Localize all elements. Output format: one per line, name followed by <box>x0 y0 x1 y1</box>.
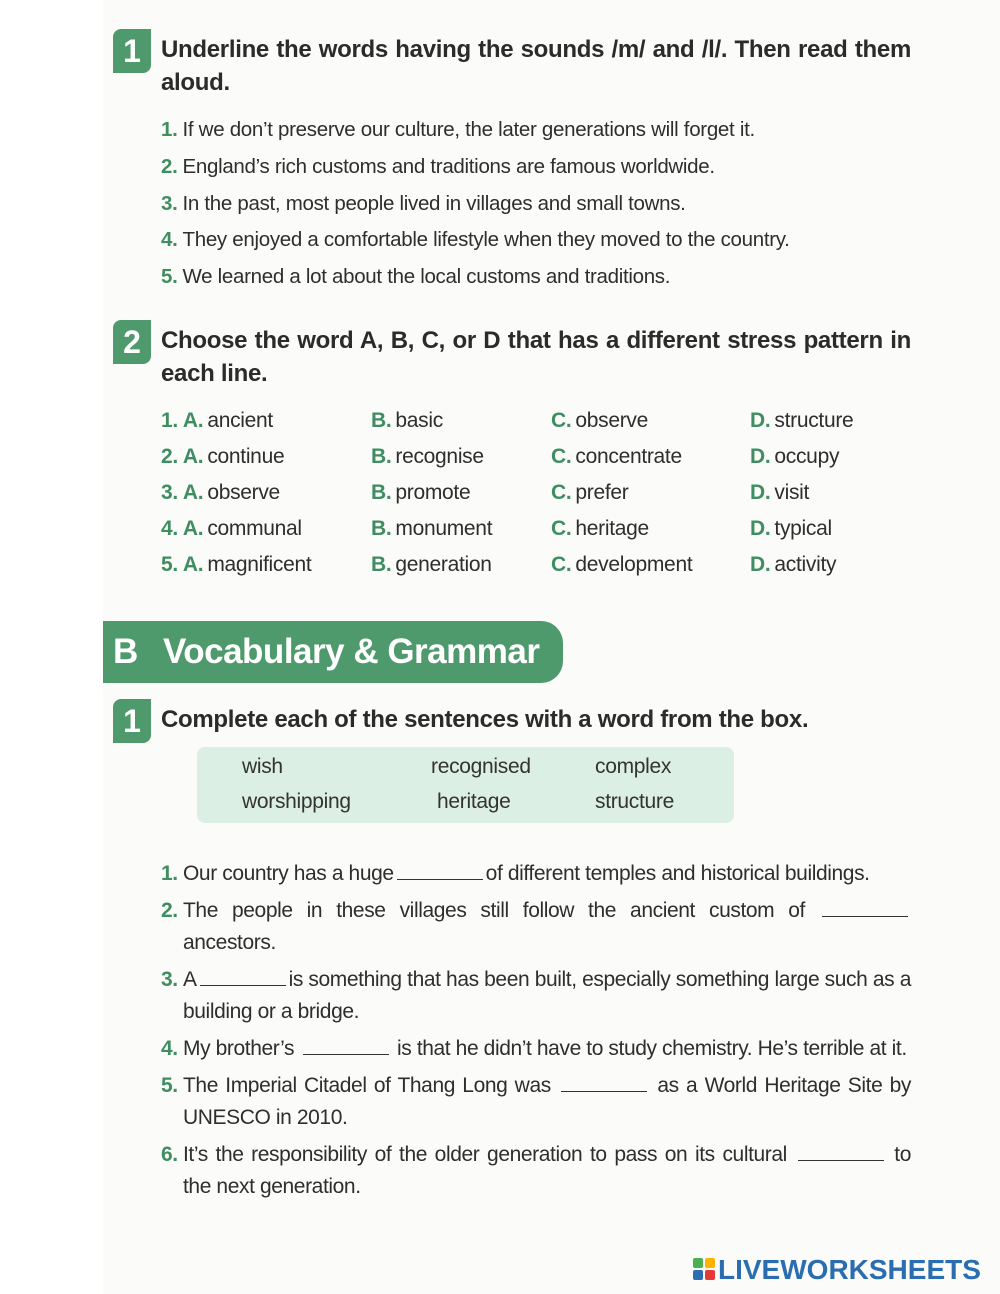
option-b: promote <box>395 481 471 504</box>
list-item <box>161 112 921 149</box>
word-box-item: worshipping <box>242 790 351 813</box>
option-letter: B. <box>371 517 392 540</box>
table-row <box>161 547 921 583</box>
option-letter: B. <box>371 409 392 432</box>
item-number: 3. <box>161 968 178 991</box>
exercise-1-number-badge: 1 <box>113 29 151 73</box>
option-letter: C. <box>551 409 572 432</box>
list-item <box>161 858 911 890</box>
exercise-2-number-badge: 2 <box>113 320 151 364</box>
option-a: magnificent <box>207 553 312 576</box>
option-d: activity <box>774 553 837 576</box>
option-letter: A. <box>182 445 204 468</box>
option-d: visit <box>774 481 810 504</box>
option-a: ancient <box>207 409 273 432</box>
logo-grid-icon <box>693 1258 715 1280</box>
row-number: 1. <box>161 409 178 432</box>
option-a: communal <box>207 517 302 540</box>
option-c: development <box>575 553 693 576</box>
option-letter: A. <box>182 409 204 432</box>
list-item <box>161 1070 911 1134</box>
list-item <box>161 1139 911 1203</box>
option-letter: D. <box>750 409 771 432</box>
option-b: basic <box>395 409 443 432</box>
item-number: 5. <box>161 265 178 289</box>
item-text: In the past, most people lived in villages and small towns. <box>182 191 686 215</box>
option-letter: D. <box>750 481 771 504</box>
option-letter: C. <box>551 481 572 504</box>
option-d: typical <box>774 517 832 540</box>
exercise-1-instruction: Underline the words having the sounds /m/ and /l/. Then read them aloud. <box>161 36 911 96</box>
option-a: continue <box>207 445 285 468</box>
sentence-text-after: is something that has been built, especially something large such as a building or a bridge. <box>183 968 911 1023</box>
item-number: 2. <box>161 899 178 922</box>
item-number: 5. <box>161 1074 178 1097</box>
option-letter: C. <box>551 445 572 468</box>
word-box-item: complex <box>595 755 672 778</box>
option-b: generation <box>395 553 492 576</box>
word-box-item: structure <box>595 790 674 813</box>
exercise-2-instruction: Choose the word A, B, C, or D that has a different stress pattern in each line. <box>161 327 911 387</box>
item-text: They enjoyed a comfortable lifestyle when they moved to the country. <box>182 228 790 252</box>
logo-text: LIVEWORKSHEETS <box>718 1254 981 1285</box>
item-number: 1. <box>161 118 178 141</box>
option-c: concentrate <box>575 445 682 468</box>
list-item <box>161 259 921 296</box>
vocab-exercise-1-number-badge: 1 <box>113 699 151 743</box>
answer-blank[interactable] <box>397 878 483 880</box>
sentence-text-after: is that he didn’t have to study chemistry. He’s terrible at it. <box>397 1037 907 1060</box>
answer-blank[interactable] <box>561 1090 647 1092</box>
sentence-text-after: as a World Heritage Site by UNESCO in 2010. <box>183 1074 912 1129</box>
list-item <box>161 149 921 186</box>
sentence-text-before: Our country has a huge <box>183 862 394 885</box>
row-number: 2. <box>161 445 178 468</box>
list-item <box>161 222 921 259</box>
list-item <box>161 895 911 959</box>
option-letter: D. <box>750 553 771 576</box>
option-letter: D. <box>750 445 771 468</box>
section-title: Vocabulary & Grammar <box>163 632 540 671</box>
item-text: England’s rich customs and traditions are famous worldwide. <box>182 154 715 178</box>
item-number: 3. <box>161 191 178 215</box>
sentence-text-before: It’s the responsibility of the older generation to pass on its cultural <box>183 1143 787 1166</box>
option-b: monument <box>395 517 493 540</box>
option-letter: B. <box>371 553 392 576</box>
option-letter: A. <box>182 517 204 540</box>
item-text: We learned a lot about the local customs and traditions. <box>182 265 671 289</box>
stress-pattern-table <box>161 403 921 583</box>
table-row <box>161 403 921 439</box>
row-number: 5. <box>161 553 178 576</box>
liveworksheets-logo <box>693 1254 993 1286</box>
answer-blank[interactable] <box>798 1159 884 1161</box>
option-letter: C. <box>551 517 572 540</box>
answer-blank[interactable] <box>822 915 908 917</box>
option-letter: A. <box>182 481 204 504</box>
item-number: 2. <box>161 154 178 178</box>
option-d: occupy <box>774 445 840 468</box>
row-number: 4. <box>161 517 178 540</box>
table-row <box>161 511 921 547</box>
option-b: recognise <box>395 445 484 468</box>
completion-sentence-list <box>161 858 911 1208</box>
word-box-item: heritage <box>437 790 511 813</box>
sentence-text-before: The Imperial Citadel of Thang Long was <box>183 1074 551 1097</box>
option-c: prefer <box>575 481 629 504</box>
option-d: structure <box>774 409 854 432</box>
table-row <box>161 475 921 511</box>
sentence-text-before: The people in these villages still follow the ancient custom of <box>183 899 805 922</box>
option-letter: B. <box>371 481 392 504</box>
sentence-text-before: My brother’s <box>183 1037 295 1060</box>
item-number: 1. <box>161 862 178 885</box>
sentence-text-after: of different temples and historical buildings. <box>485 862 870 885</box>
option-c: observe <box>575 409 649 432</box>
option-letter: B. <box>371 445 392 468</box>
item-number: 6. <box>161 1143 178 1166</box>
vocab-exercise-1-instruction: Complete each of the sentences with a word from the box. <box>161 706 809 733</box>
sentence-text-before: A <box>183 968 197 991</box>
table-row <box>161 439 921 475</box>
list-item <box>161 1033 911 1065</box>
word-box-item: wish <box>242 755 283 778</box>
option-letter: C. <box>551 553 572 576</box>
answer-blank[interactable] <box>200 984 286 986</box>
sentence-text-after: ancestors. <box>183 931 276 954</box>
answer-blank[interactable] <box>303 1053 389 1055</box>
list-item <box>161 186 921 223</box>
option-letter: A. <box>182 553 204 576</box>
exercise-1-sentence-list <box>161 112 921 296</box>
sentence-text-after: to the next generation. <box>183 1143 912 1198</box>
word-box-item: recognised <box>431 755 531 778</box>
option-letter: D. <box>750 517 771 540</box>
item-number: 4. <box>161 1037 178 1060</box>
word-box <box>197 747 734 823</box>
section-b-banner <box>103 621 563 683</box>
option-a: observe <box>207 481 280 504</box>
item-text: If we don’t preserve our culture, the later generations will forget it. <box>182 118 755 141</box>
row-number: 3. <box>161 481 178 504</box>
list-item <box>161 964 911 1028</box>
section-letter: B <box>113 632 138 671</box>
option-c: heritage <box>575 517 649 540</box>
item-number: 4. <box>161 228 178 252</box>
